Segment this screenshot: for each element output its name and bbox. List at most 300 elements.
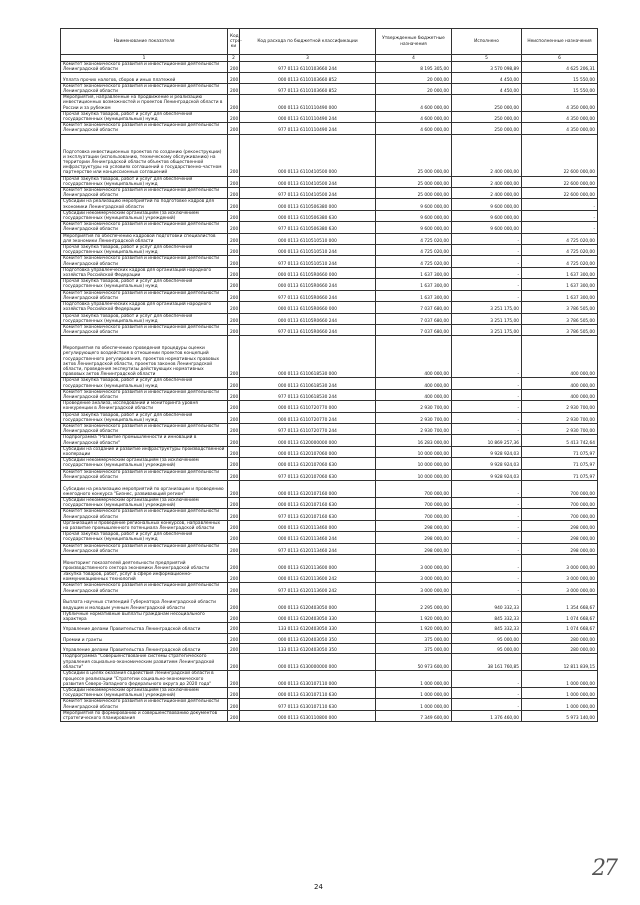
row-name: Уплата прочих налогов, сборов и иных платежей [61,73,228,83]
column-index: 6 [522,55,598,62]
row-approved: 1 637 300,00 [376,267,452,278]
row-executed: - [452,412,522,423]
row-executed: 250 000,00 [452,95,522,112]
table-row [61,458,598,469]
row-unexecuted: 1 354 668,67 [522,594,598,611]
row-line-code: 200 [228,73,240,83]
row-line-code: 200 [228,688,240,699]
row-approved: 9 600 000,00 [376,199,452,210]
row-name: Комитет экономического развития и инвестиционной деятельности Ленинградской области [61,222,228,233]
table-row [61,654,598,671]
row-budget-code: 000 0113 61105R0660 244 [240,279,376,290]
row-executed: - [452,336,522,378]
table-row [61,389,598,400]
row-approved: 4 600 000,00 [376,111,452,122]
row-unexecuted: 2 930 700,00 [522,412,598,423]
row-line-code: 200 [228,520,240,531]
row-name: Прочая закупка товаров, работ и услуг для обеспечения государственных (муниципальных) нужд [61,313,228,324]
row-executed: - [452,497,522,508]
row-line-code: 200 [228,188,240,199]
row-approved: 8 195 305,00 [376,62,452,73]
row-name: Выплата научных стипендий Губернатора Ленинградской области ведущим и молодым ученым Ленинградской области [61,594,228,611]
row-executed: 95 000,00 [452,644,522,654]
row-budget-code: 000 0113 6120403050 000 [240,594,376,611]
row-name: Публичные нормативные выплаты гражданам несоциального характера [61,611,228,622]
column-index: 2 [228,55,240,62]
row-line-code: 200 [228,233,240,244]
row-unexecuted: 15 550,00 [522,83,598,94]
row-name: Субсидии на реализацию мероприятий по подготовке кадров для экономики Ленинградской области [61,199,228,210]
row-executed: - [452,583,522,594]
column-index: 4 [376,55,452,62]
table-row [61,555,598,572]
row-executed: - [452,267,522,278]
row-approved: 298 000,00 [376,543,452,554]
row-line-code: 200 [228,389,240,400]
row-budget-code: 000 0113 6110720770 000 [240,401,376,412]
row-unexecuted: 4 350 000,00 [522,123,598,134]
row-executed: 3 570 098,89 [452,62,522,73]
row-unexecuted: 1 637 300,00 [522,267,598,278]
row-executed: 9 600 000,00 [452,199,522,210]
row-approved: 50 973 600,00 [376,654,452,671]
row-executed: - [452,688,522,699]
table-row [61,267,598,278]
row-unexecuted: 3 786 505,00 [522,302,598,313]
row-executed: - [452,699,522,710]
row-unexecuted: 5 973 140,00 [522,710,598,721]
row-executed: 250 000,00 [452,111,522,122]
row-line-code: 200 [228,623,240,633]
table-row [61,199,598,210]
table-row [61,123,598,134]
row-name: Комитет экономического развития и инвестиционной деятельности Ленинградской области [61,469,228,480]
row-name: Прочая закупка товаров, работ и услуг для обеспечения государственных (муниципальных) нужд [61,412,228,423]
table-row [61,583,598,594]
row-budget-code: 000 0113 6120403050 350 [240,633,376,643]
row-unexecuted: 4 350 000,00 [522,111,598,122]
table-row [61,644,598,654]
row-line-code: 200 [228,279,240,290]
row-budget-code: 000 0113 6110103660 852 [240,73,376,83]
row-unexecuted: 280 000,00 [522,633,598,643]
row-executed: 9 928 924,03 [452,446,522,457]
row-line-code: 200 [228,435,240,446]
row-line-code: 200 [228,199,240,210]
header-approved: Утвержденные бюджетные назначения [376,29,452,55]
table-row [61,210,598,221]
row-executed: - [452,532,522,543]
row-budget-code: 977 0113 6110618530 244 [240,389,376,400]
table-row [61,336,598,378]
row-approved: 375 000,00 [376,644,452,654]
row-approved: 1 000 000,00 [376,688,452,699]
row-approved: 25 000 000,00 [376,176,452,187]
row-executed: 9 928 924,03 [452,458,522,469]
row-approved: 10 000 000,00 [376,469,452,480]
row-unexecuted: 700 000,00 [522,497,598,508]
table-row [61,111,598,122]
row-executed: - [452,520,522,531]
row-executed: 2 400 000,00 [452,176,522,187]
row-budget-code: 977 0113 61105R0660 244 [240,324,376,335]
row-line-code: 200 [228,532,240,543]
row-name: Мониторинг показателей деятельности предприятий производственного сектора экономики Ленинградской области [61,555,228,572]
row-name: Мероприятия по обеспечению кадровой подготовки специалистов для экономики Ленинградской области [61,233,228,244]
row-line-code: 200 [228,176,240,187]
row-name: Прочая закупка товаров, работ и услуг для обеспечения государственных (муниципальных) нужд [61,532,228,543]
row-budget-code: 977 0113 6120107160 630 [240,509,376,520]
row-budget-code: 000 0113 6110618530 244 [240,378,376,389]
row-unexecuted: 3 000 000,00 [522,555,598,572]
row-unexecuted: 3 786 505,00 [522,313,598,324]
row-executed: 845 332,33 [452,611,522,622]
row-approved: 1 637 300,00 [376,279,452,290]
row-unexecuted: 22 600 000,00 [522,176,598,187]
row-approved: 4 600 000,00 [376,123,452,134]
row-approved: 3 000 000,00 [376,572,452,583]
row-line-code: 200 [228,324,240,335]
row-budget-code: 977 0113 6110510510 244 [240,256,376,267]
row-unexecuted: 1 000 000,00 [522,671,598,688]
table-row [61,73,598,83]
row-name: Комитет экономического развития и инвестиционной деятельности Ленинградской области [61,290,228,301]
row-budget-code: 977 0113 6120113600 242 [240,583,376,594]
row-line-code: 200 [228,654,240,671]
table-body [61,62,598,722]
row-line-code: 200 [228,497,240,508]
row-line-code: 200 [228,378,240,389]
row-approved: 2 930 700,00 [376,401,452,412]
row-executed: - [452,509,522,520]
row-executed: 9 928 924,03 [452,469,522,480]
row-approved: 700 000,00 [376,480,452,497]
row-budget-code: 977 0113 6120107060 630 [240,469,376,480]
row-approved: 25 000 000,00 [376,134,452,176]
row-line-code: 200 [228,446,240,457]
row-name: Комитет экономического развития и инвестиционной деятельности Ленинградской области [61,389,228,400]
row-unexecuted: 1 637 300,00 [522,290,598,301]
row-executed: 2 400 000,00 [452,188,522,199]
column-index: 5 [452,55,522,62]
row-budget-code: 977 0113 6110103660 244 [240,62,376,73]
row-budget-code: 000 0113 6120107060 630 [240,458,376,469]
row-executed: 38 161 760,85 [452,654,522,671]
row-budget-code: 000 0113 61105R0660 000 [240,267,376,278]
row-unexecuted: 700 000,00 [522,509,598,520]
table-row [61,688,598,699]
row-approved: 1 000 000,00 [376,671,452,688]
row-name: Управление делами Правительства Ленинградской области [61,644,228,654]
row-budget-code: 133 0113 6120403050 330 [240,623,376,633]
row-budget-code: 000 0113 6120000000 000 [240,435,376,446]
row-approved: 10 000 000,00 [376,446,452,457]
row-name: Комитет экономического развития и инвестиционной деятельности Ленинградской области [61,543,228,554]
row-budget-code: 133 0113 6120403050 350 [240,644,376,654]
table-row [61,62,598,73]
row-line-code: 200 [228,62,240,73]
row-approved: 1 637 300,00 [376,290,452,301]
row-executed: 9 600 000,00 [452,222,522,233]
row-line-code: 200 [228,671,240,688]
row-approved: 4 600 000,00 [376,95,452,112]
row-budget-code: 000 0113 6110720770 244 [240,412,376,423]
table-row [61,611,598,622]
table-row [61,446,598,457]
row-name: Субсидии некоммерческим организациям (за исключением государственных (муниципальных) учреждений) [61,458,228,469]
row-approved: 25 000 000,00 [376,188,452,199]
row-executed: 3 251 175,00 [452,324,522,335]
table-row [61,543,598,554]
row-line-code: 200 [228,644,240,654]
row-line-code: 200 [228,583,240,594]
row-budget-code: 000 0113 6120113460 000 [240,520,376,531]
row-name: Закупка товаров, работ, услуг в сфере информационно-коммуникационных технологий [61,572,228,583]
row-budget-code: 000 0113 6130107110 630 [240,688,376,699]
row-executed: - [452,290,522,301]
row-line-code: 200 [228,111,240,122]
row-unexecuted: 71 075,97 [522,469,598,480]
table-row [61,710,598,721]
row-approved: 1 920 000,00 [376,623,452,633]
row-executed: 940 332,33 [452,594,522,611]
row-name: Комитет экономического развития и инвестиционной деятельности Ленинградской области [61,62,228,73]
row-line-code: 200 [228,313,240,324]
row-line-code: 200 [228,543,240,554]
row-budget-code: 000 0113 6110110490 000 [240,95,376,112]
row-budget-code: 000 0113 6120403050 330 [240,611,376,622]
row-executed: - [452,245,522,256]
row-unexecuted: 22 600 000,00 [522,188,598,199]
row-budget-code: 000 0113 6110510510 000 [240,233,376,244]
table-row [61,222,598,233]
row-approved: 9 600 000,00 [376,210,452,221]
row-approved: 7 037 680,00 [376,324,452,335]
row-budget-code: 977 0113 6110103660 852 [240,83,376,94]
row-executed: - [452,671,522,688]
row-approved: 700 000,00 [376,509,452,520]
table-row [61,233,598,244]
row-unexecuted: 71 075,97 [522,446,598,457]
row-budget-code: 977 0113 6110110490 244 [240,123,376,134]
row-name: Прочая закупка товаров, работ и услуг для обеспечения государственных (муниципальных) нужд [61,279,228,290]
row-budget-code: 000 0113 6130000000 000 [240,654,376,671]
row-unexecuted: 15 550,00 [522,73,598,83]
row-name: Прочая закупка товаров, работ и услуг для обеспечения государственных (муниципальных) нужд [61,176,228,187]
row-approved: 7 037 680,00 [376,313,452,324]
row-approved: 298 000,00 [376,520,452,531]
row-unexecuted: 4 725 020,00 [522,245,598,256]
row-executed: - [452,279,522,290]
row-budget-code: 977 0113 6120113460 244 [240,543,376,554]
row-unexecuted: 400 000,00 [522,389,598,400]
row-budget-code: 000 0113 6130110800 000 [240,710,376,721]
row-unexecuted: 400 000,00 [522,336,598,378]
row-line-code: 200 [228,710,240,721]
row-line-code: 200 [228,509,240,520]
header-line-code: Код стро- ки [228,29,240,55]
row-name: Комитет экономического развития и инвестиционной деятельности Ленинградской области [61,123,228,134]
row-name: Субсидии на создание и развитие инфраструктуры производственной кооперации [61,446,228,457]
table-row [61,594,598,611]
budget-execution-table [60,28,598,722]
table-row [61,378,598,389]
page-number: 24 [314,883,323,891]
table-row [61,176,598,187]
row-executed: 9 600 000,00 [452,210,522,221]
row-unexecuted: 71 075,97 [522,458,598,469]
table-row [61,188,598,199]
row-name: Мероприятия по обеспечению проведения процедуры оценки регулирующего воздействия в отношении проектов концепций государственного регулирования, проектов нормативных правовых актов Ленинградской области, проектов законов Ленинградской области, проведения экспертизы действующих нормативных правовых актов Ленинградской области [61,336,228,378]
row-line-code: 200 [228,611,240,622]
column-index-row [61,55,598,62]
column-index: 1 [61,55,228,62]
row-name: Подготовка управленческих кадров для организаций народного хозяйства Российской Федерации [61,302,228,313]
table-row [61,401,598,412]
row-approved: 700 000,00 [376,497,452,508]
row-name: Премии и гранты [61,633,228,643]
row-budget-code: 000 0113 6120113460 244 [240,532,376,543]
row-approved: 2 930 700,00 [376,412,452,423]
header-executed: Исполнено [452,29,522,55]
row-approved: 1 920 000,00 [376,611,452,622]
row-executed: - [452,256,522,267]
row-executed: - [452,555,522,572]
row-unexecuted: - [522,210,598,221]
row-name: Комитет экономического развития и инвестиционной деятельности Ленинградской области [61,509,228,520]
table-row [61,134,598,176]
column-index: 3 [240,55,376,62]
row-unexecuted: 12 811 839,15 [522,654,598,671]
handwritten-page-number: 27 [592,856,616,881]
row-unexecuted: 2 930 700,00 [522,401,598,412]
row-name: Мероприятия по формированию и совершенствованию документов стратегического планирования [61,710,228,721]
row-executed: - [452,543,522,554]
row-unexecuted: 1 074 668,67 [522,623,598,633]
row-unexecuted: - [522,222,598,233]
row-name: Подготовка управленческих кадров для организаций народного хозяйства Российской Федерации [61,267,228,278]
table-row [61,279,598,290]
row-line-code: 200 [228,256,240,267]
row-unexecuted: 298 000,00 [522,543,598,554]
row-approved: 7 349 600,00 [376,710,452,721]
row-unexecuted: 1 000 000,00 [522,688,598,699]
row-line-code: 200 [228,458,240,469]
row-name: Комитет экономического развития и инвестиционной деятельности Ленинградской области [61,423,228,434]
row-unexecuted: 4 725 020,00 [522,233,598,244]
row-budget-code: 000 0113 6130107110 000 [240,671,376,688]
table-row [61,671,598,688]
table-row [61,423,598,434]
row-budget-code: 000 0113 6120113600 242 [240,572,376,583]
row-unexecuted: 22 600 000,00 [522,134,598,176]
row-executed: - [452,401,522,412]
row-budget-code: 000 0113 6110506380 630 [240,210,376,221]
row-line-code: 200 [228,245,240,256]
table-row [61,532,598,543]
table-header-row [61,29,598,55]
row-name: Субсидии в целях оказания содействия Ленинградской области в процессе реализации "Стратегии социально-экономического развития Северо-Западного федерального округа до 2020 года" [61,671,228,688]
row-executed: - [452,423,522,434]
row-line-code: 200 [228,412,240,423]
row-budget-code: 000 0113 6120107160 630 [240,497,376,508]
row-executed: 1 376 460,00 [452,710,522,721]
row-budget-code: 000 0113 6110618530 000 [240,336,376,378]
row-budget-code: 000 0113 6110110490 244 [240,111,376,122]
row-line-code: 200 [228,290,240,301]
row-approved: 20 000,00 [376,73,452,83]
row-name: Подпрограмма "Развитие промышленности и инноваций в Ленинградской области" [61,435,228,446]
row-executed: 3 251 175,00 [452,302,522,313]
row-name: Подпрограмма "Совершенствование системы стратегического управления социально-экономическим развитием Ленинградской области" [61,654,228,671]
row-line-code: 200 [228,302,240,313]
row-approved: 400 000,00 [376,336,452,378]
row-line-code: 200 [228,222,240,233]
row-line-code: 200 [228,594,240,611]
row-name: Управление делами Правительства Ленинградской области [61,623,228,633]
table-row [61,290,598,301]
table-row [61,324,598,335]
row-executed: - [452,480,522,497]
row-executed: - [452,378,522,389]
row-approved: 16 283 000,00 [376,435,452,446]
row-line-code: 200 [228,123,240,134]
table-row [61,520,598,531]
row-approved: 4 725 020,00 [376,233,452,244]
row-name: Прочая закупка товаров, работ и услуг для обеспечения государственных (муниципальных) нужд [61,245,228,256]
row-executed: - [452,389,522,400]
row-approved: 9 600 000,00 [376,222,452,233]
row-name: Субсидии на реализацию мероприятий по организации и проведению ежегодного конкурса "Бизнес, развивающий регион" [61,480,228,497]
table-row [61,469,598,480]
row-executed: 4 450,00 [452,83,522,94]
row-approved: 20 000,00 [376,83,452,94]
table-row [61,83,598,94]
header-unexecuted: Неисполненные назначения [522,29,598,55]
table-row [61,572,598,583]
row-budget-code: 000 0113 6120107160 000 [240,480,376,497]
row-budget-code: 977 0113 6130107110 630 [240,699,376,710]
row-unexecuted: 3 000 000,00 [522,583,598,594]
row-unexecuted: 3 000 000,00 [522,572,598,583]
row-approved: 3 000 000,00 [376,555,452,572]
header-budget-code: Код расхода по бюджетной классификации [240,29,376,55]
row-name: Комитет экономического развития и инвестиционной деятельности Ленинградской области [61,324,228,335]
row-unexecuted: 4 350 000,00 [522,95,598,112]
row-unexecuted: 400 000,00 [522,378,598,389]
row-line-code: 200 [228,469,240,480]
row-budget-code: 000 0113 6110410500 244 [240,176,376,187]
row-executed: 4 450,00 [452,73,522,83]
table-row [61,95,598,112]
row-approved: 4 725 020,00 [376,245,452,256]
table-row [61,412,598,423]
table-row [61,256,598,267]
row-budget-code: 000 0113 6120107060 000 [240,446,376,457]
row-approved: 298 000,00 [376,532,452,543]
row-unexecuted: 1 000 000,00 [522,699,598,710]
row-line-code: 200 [228,699,240,710]
header-indicator-name: Наименование показателя [61,29,228,55]
row-approved: 400 000,00 [376,378,452,389]
row-name: Подготовка инвестиционных проектов по созданию (реконструкции) и эксплуатации (использованию, техническому обслуживанию) на территории Ленинградской области объектов общественной инфраструктуры на условиях соглашений о государственно-частном партнерстве или концессионных соглашений [61,134,228,176]
row-approved: 3 000 000,00 [376,583,452,594]
row-budget-code: 000 0113 61105R0660 244 [240,313,376,324]
row-executed: 3 251 175,00 [452,313,522,324]
row-budget-code: 977 0113 6110720770 244 [240,423,376,434]
table-row [61,302,598,313]
row-name: Субсидии некоммерческим организациям (за исключением государственных (муниципальных) учреждений) [61,688,228,699]
